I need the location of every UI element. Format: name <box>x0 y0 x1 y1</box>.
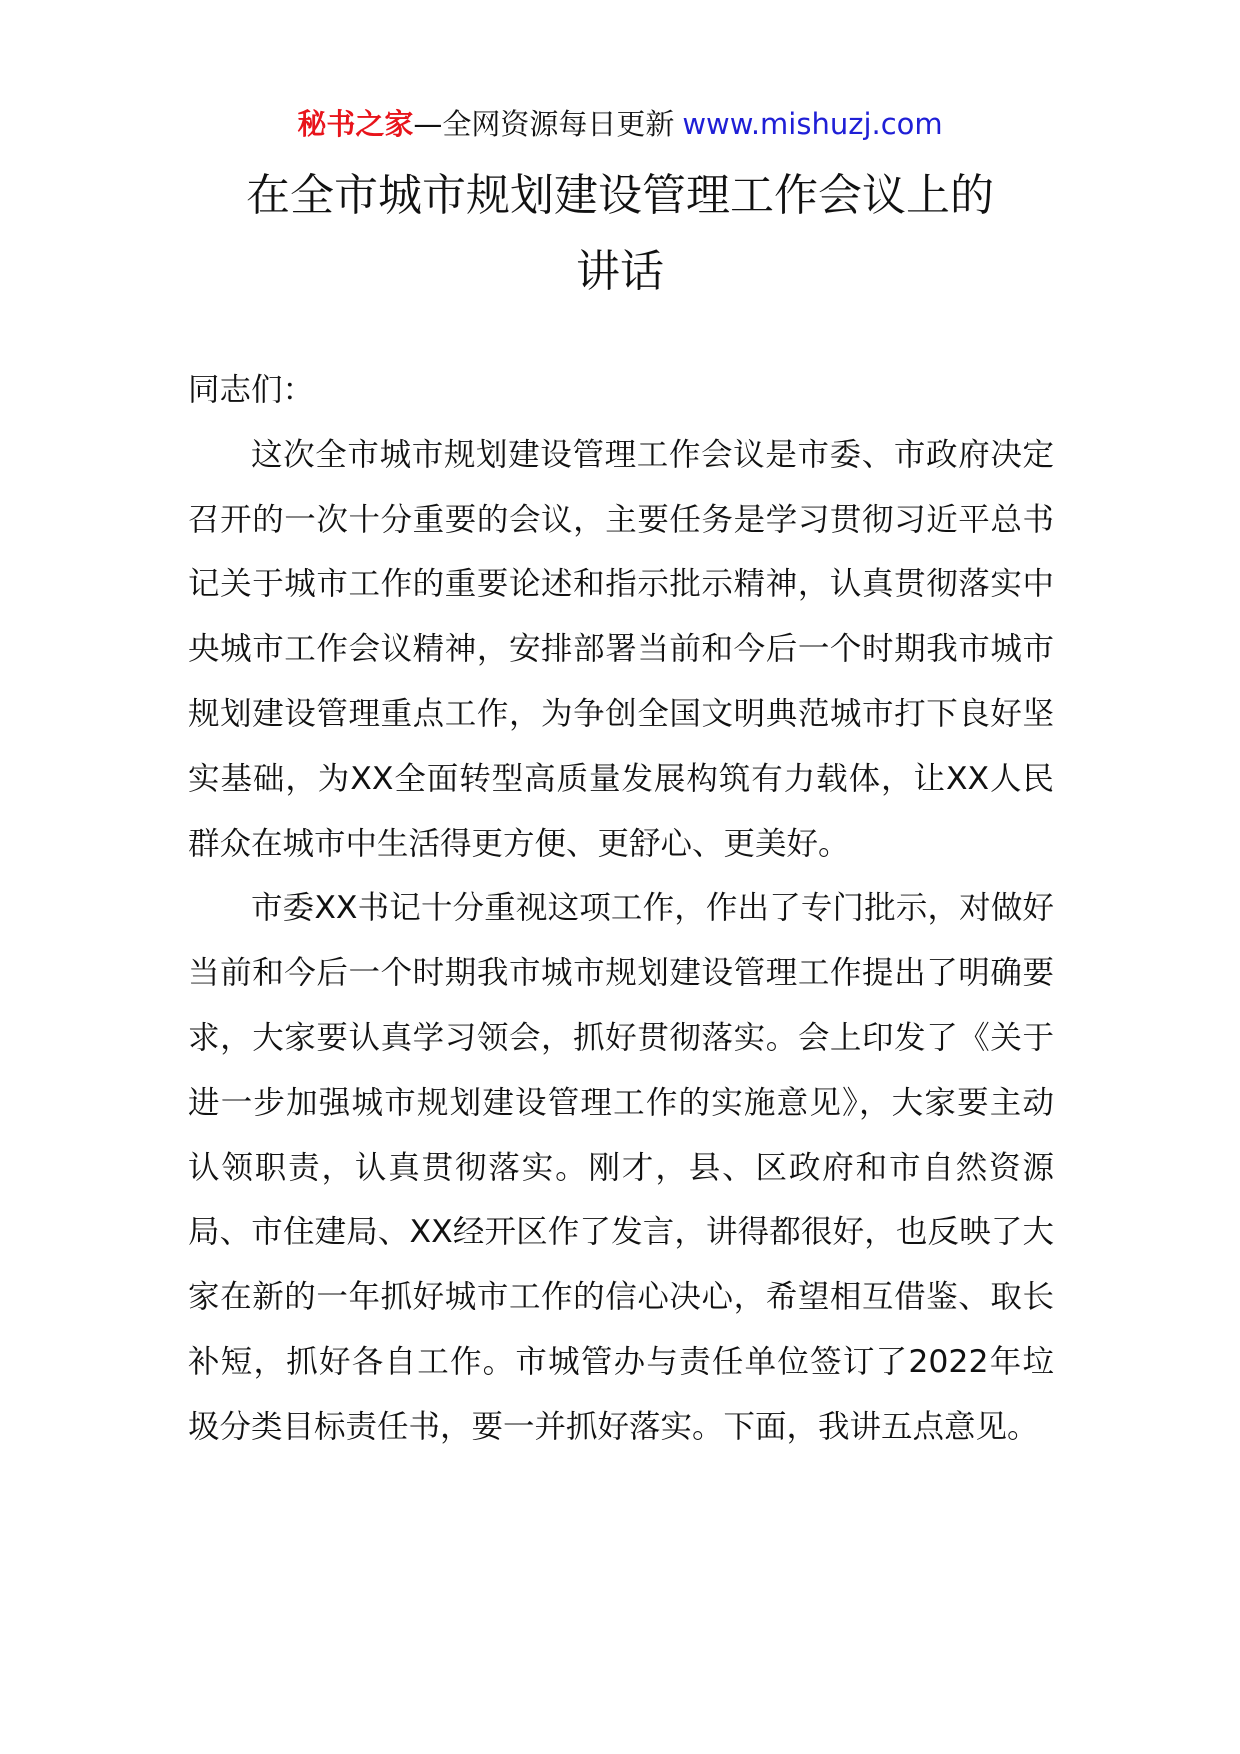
document-body <box>188 358 1054 1460</box>
title-line-1: 在全市城市规划建设管理工作会议上的 <box>246 170 994 221</box>
site-header <box>0 100 1240 148</box>
title-line-2: 讲话 <box>576 246 664 297</box>
salutation: 同志们： <box>188 372 315 408</box>
body-paragraph-2: 市委XX书记十分重视这项工作，作出了专门批示，对做好当前和今后一个时期我市城市规划建设管理工作提出了明确要求，大家要认真学习领会，抓好贯彻落实。会上印发了《关于进一步加强城市规划建设管理工作的实施意见》，大家要主动认领职责，认真贯彻落实。刚才，县、区政府和市自然资源局、市住建局、XX经开区作了发言，讲得都很好，也反映了大家在新的一年抓好城市工作的信心决心，希望相互借鉴、取长补短，抓好各自工作。市城管办与责任单位签订了2022年垃圾分类目标责任书，要一并抓好落实。下面，我讲五点意见。 <box>188 890 1054 1445</box>
site-url-link[interactable]: www.mishuzj.com <box>682 107 943 141</box>
site-brand: 秘书之家 <box>297 107 414 141</box>
site-slogan: —全网资源每日更新 <box>413 107 675 141</box>
body-paragraph-1: 这次全市城市规划建设管理工作会议是市委、市政府决定召开的一次十分重要的会议，主要任务是学习贯彻习近平总书记关于城市工作的重要论述和指示批示精神，认真贯彻落实中央城市工作会议精神，安排部署当前和今后一个时期我市城市规划建设管理重点工作，为争创全国文明典范城市打下良好坚实基础，为XX全面转型高质量发展构筑有力载体，让XX人民群众在城市中生活得更方便、更舒心、更美好。 <box>188 436 1054 862</box>
document-title <box>0 158 1240 310</box>
